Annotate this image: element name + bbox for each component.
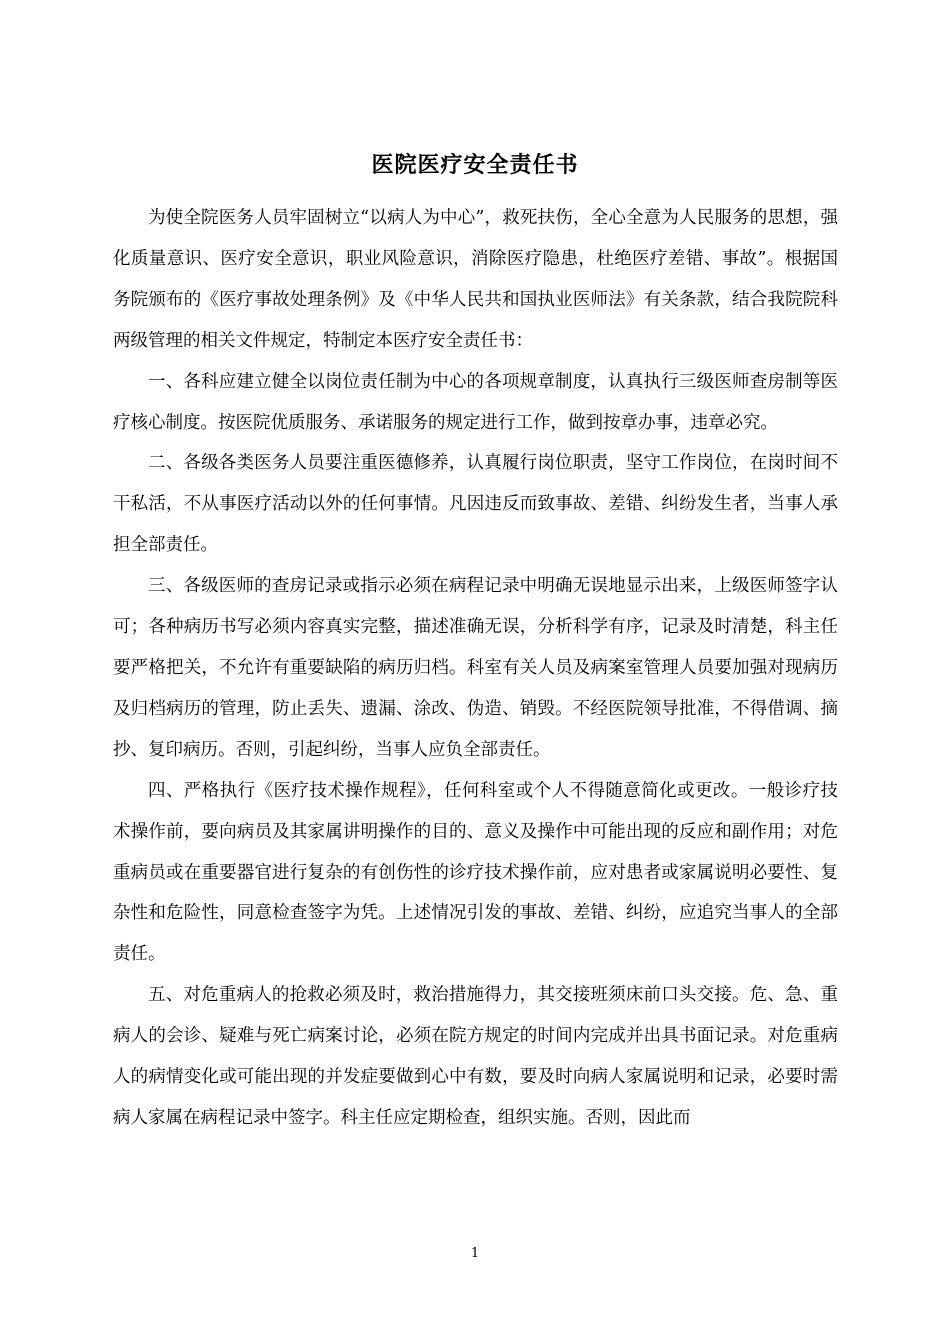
paragraph-clause-5: 五、对危重病人的抢救必须及时，救治措施得力，其交接班须床前口头交接。危、急、重病人的会诊、疑难与死亡病案讨论，必须在院方规定的时间内完成并出具书面记录。对危重病人的病情变化或可能出现的并发症要做到心中有数，要及时向病人家属说明和记录，必要时需病人家属在病程记录中签字。科主任应定期检查，组织实施。否则，因此而: [113, 985, 838, 1128]
paragraph-clause-3: 三、各级医师的查房记录或指示必须在病程记录中明确无误地显示出来，上级医师签字认可；各种病历书写必须内容真实完整，描述准确无误，分析科学有序，记录及时清楚，科主任要严格把关，不允许有重要缺陷的病历归档。科室有关人员及病案室管理人员要加强对现病历及归档病历的管理，防止丢失、遗漏、涂改、伪造、销毁。不经医院领导批准，不得借调、摘抄、复印病历。否则，引起纠纷，当事人应负全部责任。: [113, 576, 838, 760]
paragraph-clause-2: 二、各级各类医务人员要注重医德修养，认真履行岗位职责，坚守工作岗位，在岗时间不干私活，不从事医疗活动以外的任何事情。凡因违反而致事故、差错、纠纷发生者，当事人承担全部责任。: [113, 453, 838, 556]
paragraph-clause-1: 一、各科应建立健全以岗位责任制为中心的各项规章制度，认真执行三级医师查房制等医疗核心制度。按医院优质服务、承诺服务的规定进行工作，做到按章办事，违章必究。: [113, 371, 838, 433]
document-title: 医院医疗安全责任书: [371, 153, 579, 178]
page-number: 1: [470, 1246, 480, 1261]
paragraph-clause-4: 四、严格执行《医疗技术操作规程》，任何科室或个人不得随意简化或更改。一般诊疗技术操作前，要向病员及其家属讲明操作的目的、意义及操作中可能出现的反应和副作用；对危重病员或在重要器官进行复杂的有创伤性的诊疗技术操作前，应对患者或家属说明必要性、复杂性和危险性，同意检查签字为凭。上述情况引发的事故、差错、纠纷，应追究当事人的全部责任。: [113, 780, 838, 965]
paragraph-intro: 为使全院医务人员牢固树立“以病人为中心”，救死扶伤，全心全意为人民服务的思想，强化质量意识、医疗安全意识，职业风险意识，消除医疗隐患，杜绝医疗差错、事故”。根据国务院颁布的《医疗事故处理条例》及《中华人民共和国执业医师法》有关条款，结合我院院科两级管理的相关文件规定，特制定本医疗安全责任书：: [113, 208, 838, 351]
document-body: [113, 198, 838, 1139]
